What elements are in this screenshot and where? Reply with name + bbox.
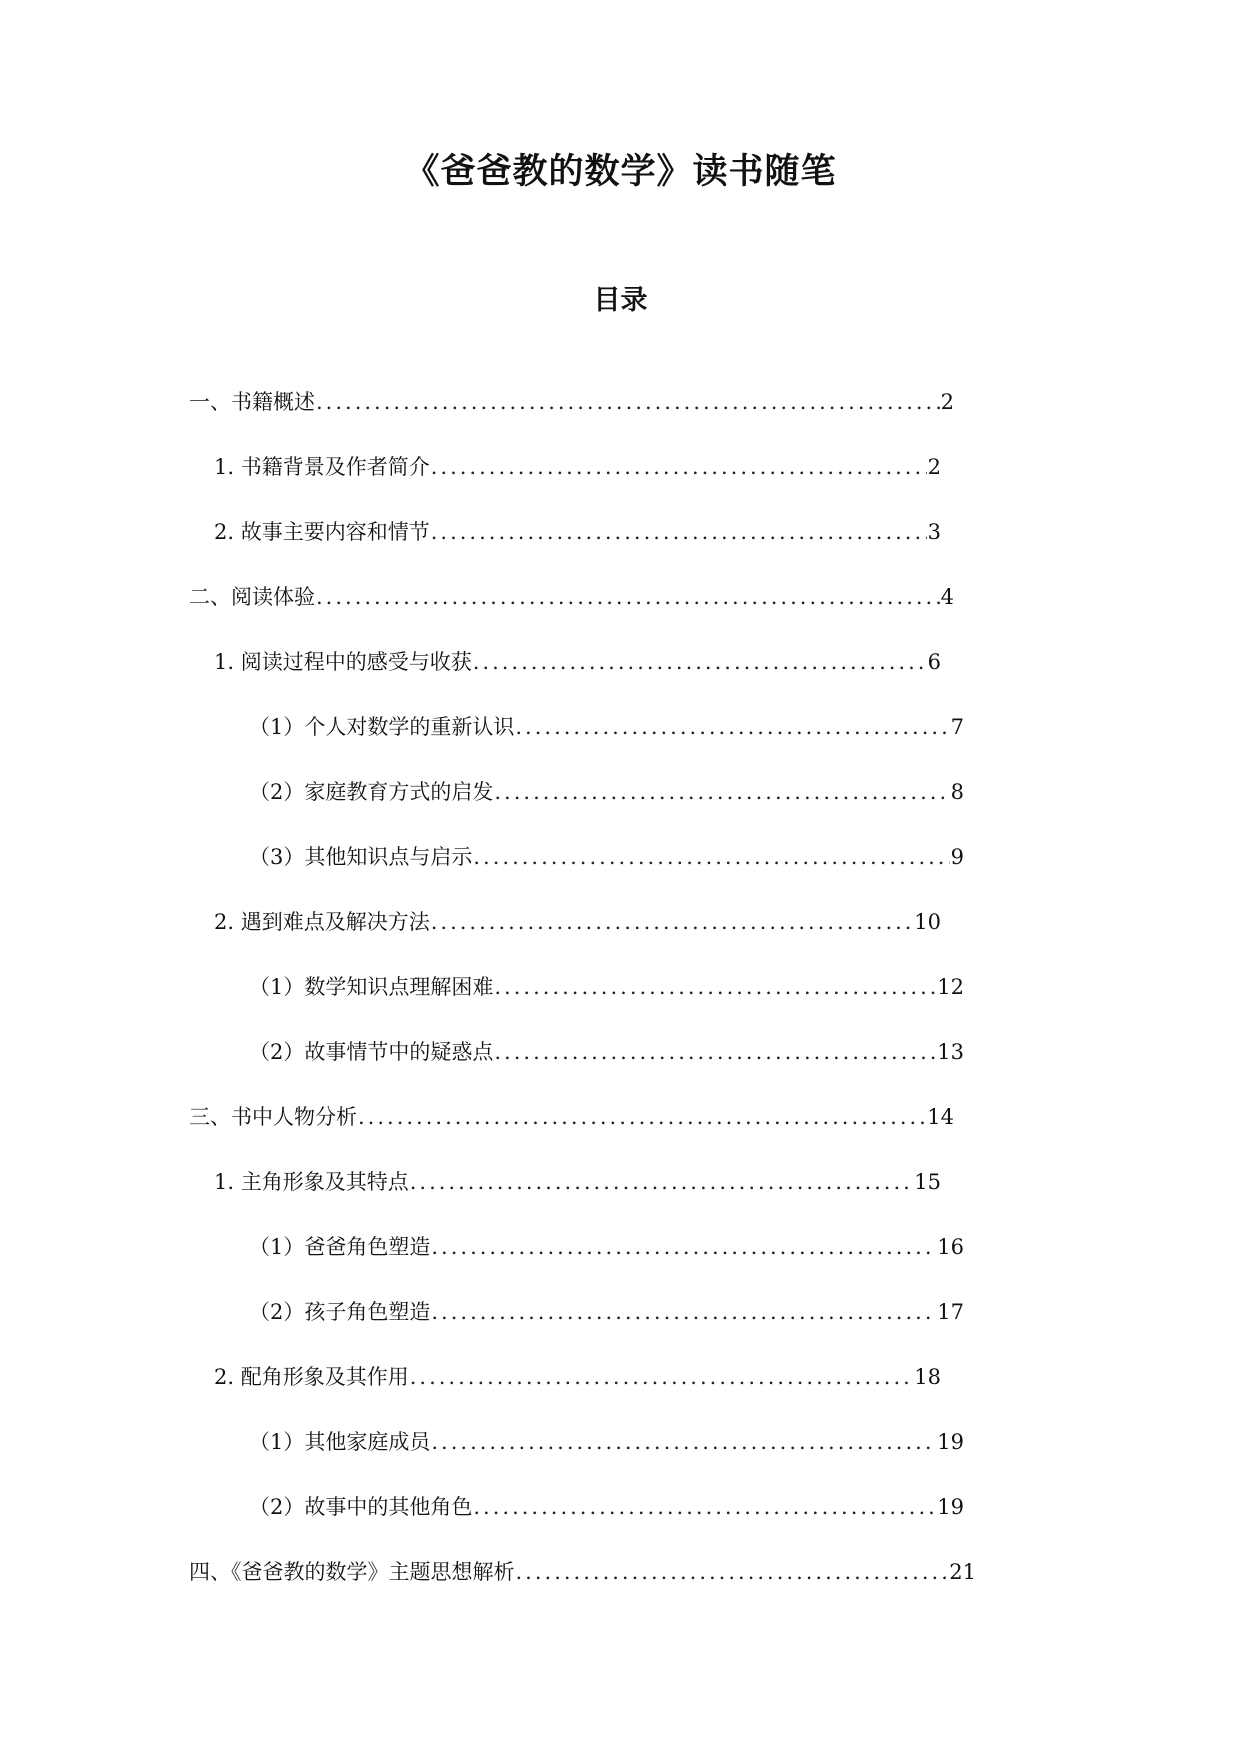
toc-entry-label: （2）故事中的其他角色 xyxy=(249,1495,473,1519)
toc-entry-page: 18 xyxy=(914,1365,941,1389)
toc-leader-dots xyxy=(410,1167,914,1197)
toc-entry-label: 1. 阅读过程中的感受与收获 xyxy=(214,650,472,674)
toc-entry[interactable] xyxy=(214,1167,941,1197)
toc-entry-label: 1. 书籍背景及作者简介 xyxy=(214,455,430,479)
toc-entry[interactable] xyxy=(249,1492,964,1522)
toc-entry[interactable] xyxy=(249,1297,964,1327)
toc-leader-dots xyxy=(316,582,940,612)
toc-leader-dots xyxy=(358,1102,926,1132)
toc-entry[interactable] xyxy=(249,1427,964,1457)
toc-entry[interactable] xyxy=(189,1102,954,1132)
toc-entry[interactable] xyxy=(189,387,954,417)
toc-entry[interactable] xyxy=(249,1232,964,1262)
toc-leader-dots xyxy=(431,452,927,482)
toc-leader-dots xyxy=(473,842,949,872)
toc-entry-label: （1）其他家庭成员 xyxy=(249,1430,431,1454)
toc-entry-page: 15 xyxy=(914,1170,941,1194)
toc-entry-page: 19 xyxy=(937,1495,964,1519)
toc-entry-page: 4 xyxy=(940,585,954,609)
toc-entry-page: 13 xyxy=(937,1040,964,1064)
toc-entry-label: 一、书籍概述 xyxy=(189,390,315,414)
toc-leader-dots xyxy=(516,1557,949,1587)
toc-entry-label: （1）数学知识点理解困难 xyxy=(249,975,494,999)
toc-leader-dots xyxy=(494,777,949,807)
toc-entry-label: （3）其他知识点与启示 xyxy=(249,845,473,869)
toc-leader-dots xyxy=(316,387,940,417)
toc-entry[interactable] xyxy=(249,712,964,742)
toc-entry-page: 2 xyxy=(940,390,954,414)
toc-entry[interactable] xyxy=(249,1037,964,1067)
toc-entry[interactable] xyxy=(189,582,954,612)
toc-entry[interactable] xyxy=(214,517,941,547)
toc-leader-dots xyxy=(431,1297,936,1327)
toc-entry-page: 10 xyxy=(914,910,941,934)
toc-leader-dots xyxy=(431,517,927,547)
toc-leader-dots xyxy=(494,1037,936,1067)
toc-entry-label: 三、书中人物分析 xyxy=(189,1105,357,1129)
toc-entry-label: （1）爸爸角色塑造 xyxy=(249,1235,431,1259)
toc-entry-label: 2. 遇到难点及解决方法 xyxy=(214,910,430,934)
toc-entry-page: 12 xyxy=(937,975,964,999)
toc-heading: 目录 xyxy=(593,285,648,316)
toc-leader-dots xyxy=(494,972,936,1002)
toc-entry-label: （2）家庭教育方式的启发 xyxy=(249,780,494,804)
toc-leader-dots xyxy=(431,1232,936,1262)
toc-entry-label: （1）个人对数学的重新认识 xyxy=(249,715,515,739)
document-title: 《爸爸教的数学》读书随笔 xyxy=(404,152,837,192)
toc-leader-dots xyxy=(473,647,927,677)
toc-entry-label: 2. 配角形象及其作用 xyxy=(214,1365,409,1389)
toc-entry[interactable] xyxy=(249,842,964,872)
toc-entry[interactable] xyxy=(214,1362,941,1392)
toc-entry[interactable] xyxy=(249,777,964,807)
toc-entry-page: 21 xyxy=(949,1560,976,1584)
toc-leader-dots xyxy=(431,907,914,937)
toc-entry-page: 17 xyxy=(937,1300,964,1324)
toc-entry[interactable] xyxy=(214,452,941,482)
toc-entry[interactable] xyxy=(249,972,964,1002)
toc-entry[interactable] xyxy=(214,907,941,937)
toc-entry-page: 14 xyxy=(927,1105,954,1129)
toc-entry-label: 2. 故事主要内容和情节 xyxy=(214,520,430,544)
toc-entry-label: （2）孩子角色塑造 xyxy=(249,1300,431,1324)
toc-entry-label: 四、《爸爸教的数学》主题思想解析 xyxy=(189,1560,515,1584)
toc-entry-label: 二、阅读体验 xyxy=(189,585,315,609)
toc-entry-page: 9 xyxy=(950,845,964,869)
toc-entry-page: 3 xyxy=(927,520,941,544)
toc-leader-dots xyxy=(473,1492,936,1522)
toc-entry-label: （2）故事情节中的疑惑点 xyxy=(249,1040,494,1064)
toc-entry-page: 6 xyxy=(927,650,941,674)
toc-entry-page: 8 xyxy=(950,780,964,804)
toc-leader-dots xyxy=(515,712,949,742)
toc-entry-page: 7 xyxy=(950,715,964,739)
toc-leader-dots xyxy=(410,1362,914,1392)
toc-entry[interactable] xyxy=(189,1557,976,1587)
toc-leader-dots xyxy=(431,1427,936,1457)
toc-entry[interactable] xyxy=(214,647,941,677)
toc-entry-page: 19 xyxy=(937,1430,964,1454)
toc-entry-page: 2 xyxy=(927,455,941,479)
toc-entry-page: 16 xyxy=(937,1235,964,1259)
toc-entry-label: 1. 主角形象及其特点 xyxy=(214,1170,409,1194)
